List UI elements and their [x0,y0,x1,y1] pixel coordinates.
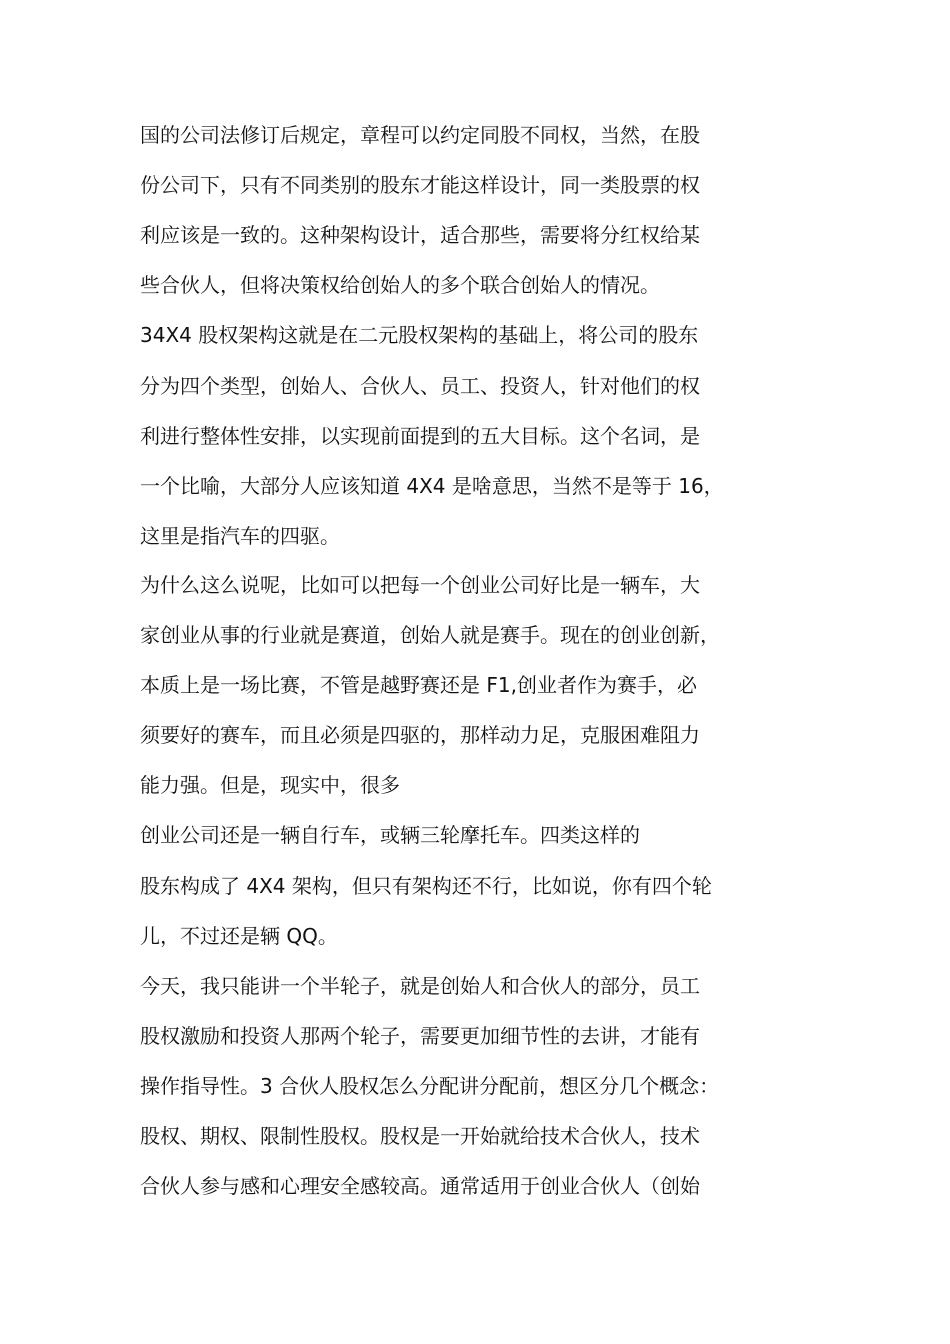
text-line: 利进行整体性安排，以实现前面提到的五大目标。这个名词，是 [140,424,700,448]
text-line: 能力强。但是，现实中，很多 [140,773,400,797]
text-line: 合伙人参与感和心理安全感较高。通常适用于创业合伙人（创始 [140,1174,700,1198]
text-line: 34X4 股权架构这就是在二元股权架构的基础上，将公司的股东 [140,323,699,347]
text-line: 利应该是一致的。这种架构设计，适合那些，需要将分红权给某 [140,223,700,247]
text-line: 须要好的赛车，而且必须是四驱的，那样动力足，克服困难阻力 [140,723,700,747]
text-line: 一个比喻，大部分人应该知道 4X4 是啥意思，当然不是等于 16， [140,474,724,498]
text-line: 为什么这么说呢，比如可以把每一个创业公司好比是一辆车，大 [140,573,700,597]
text-line: 些合伙人，但将决策权给创始人的多个联合创始人的情况。 [140,273,660,297]
text-line: 这里是指汽车的四驱。 [140,524,340,548]
text-line: 分为四个类型，创始人、合伙人、员工、投资人，针对他们的权 [140,374,700,398]
text-line: 股东构成了 4X4 架构，但只有架构还不行，比如说，你有四个轮 [140,874,712,898]
text-line: 份公司下，只有不同类别的股东才能这样设计，同一类股票的权 [140,173,700,197]
text-line: 今天，我只能讲一个半轮子，就是创始人和合伙人的部分，员工 [140,974,700,998]
text-line: 儿，不过还是辆 QQ。 [140,924,338,948]
text-line: 本质上是一场比赛，不管是越野赛还是 F1,创业者作为赛手，必 [140,673,697,697]
text-line: 股权、期权、限制性股权。股权是一开始就给技术合伙人，技术 [140,1124,700,1148]
text-line: 国的公司法修订后规定，章程可以约定同股不同权，当然，在股 [140,123,700,147]
text-line: 创业公司还是一辆自行车，或辆三轮摩托车。四类这样的 [140,823,640,847]
text-line: 家创业从事的行业就是赛道，创始人就是赛手。现在的创业创新， [140,623,720,647]
text-line: 股权激励和投资人那两个轮子，需要更加细节性的去讲，才能有 [140,1024,700,1048]
text-line: 操作指导性。3 合伙人股权怎么分配讲分配前，想区分几个概念： [140,1074,720,1098]
